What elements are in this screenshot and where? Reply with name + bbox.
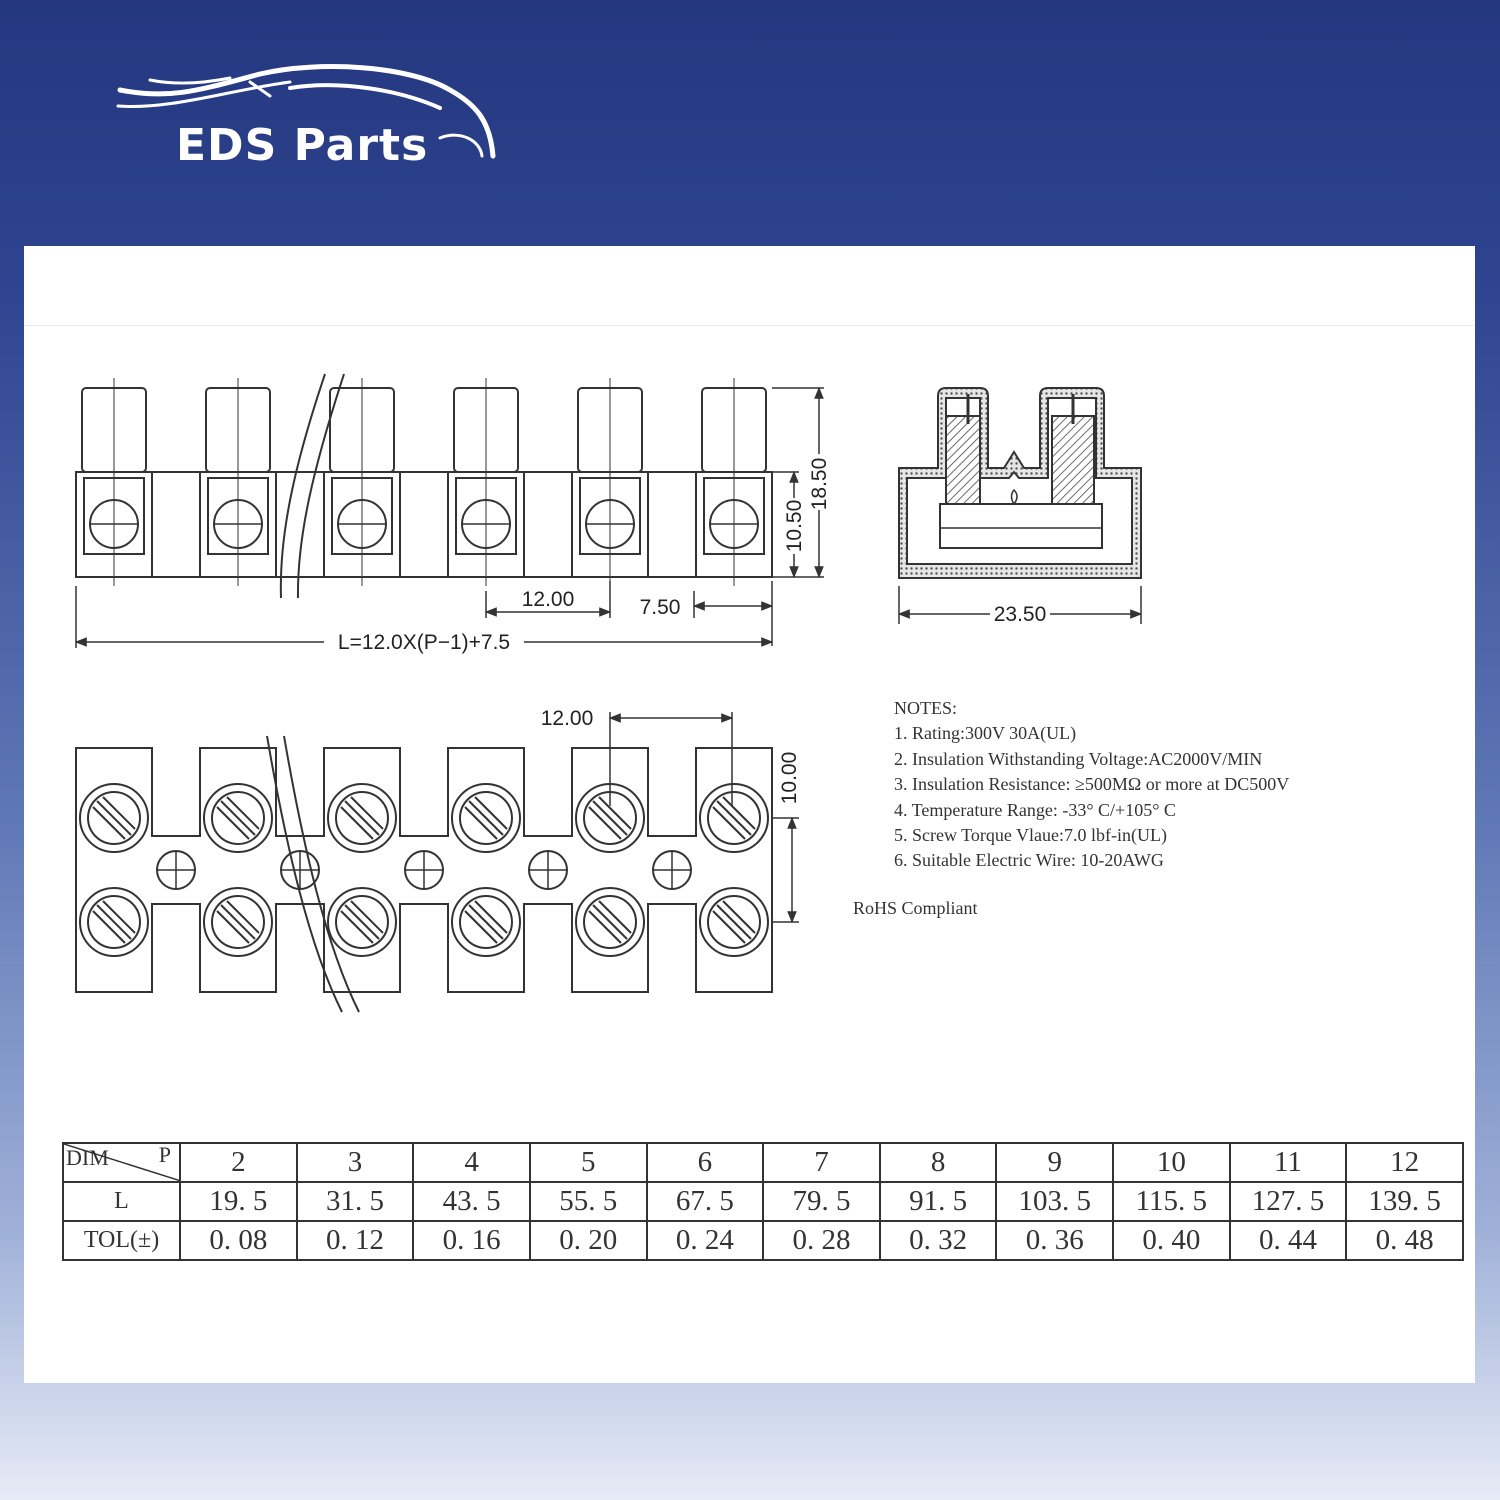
top-view <box>76 712 799 1012</box>
table-cell: 0. 08 <box>180 1221 297 1260</box>
top-screw <box>328 888 396 956</box>
hole-spacing-dimension <box>777 746 801 810</box>
top-screw <box>328 784 396 852</box>
screw-slot <box>717 905 751 939</box>
side-width-dimension <box>990 600 1050 626</box>
corner-dim-label: DIM <box>66 1145 109 1170</box>
table-cell: 0. 16 <box>413 1221 530 1260</box>
mounting-hole <box>157 851 195 889</box>
table-header-cell: 3 <box>297 1143 414 1182</box>
rohs-label: RoHS Compliant <box>853 898 978 918</box>
note-item: 1. Rating:300V 30A(UL) <box>894 723 1077 744</box>
screw-section-right <box>1052 416 1094 504</box>
screw-slot <box>345 905 379 939</box>
screw-slot <box>97 905 131 939</box>
screw-slot <box>221 801 255 835</box>
screw-slot <box>469 801 503 835</box>
side-section-view <box>899 388 1141 624</box>
inner-height-dimension <box>782 498 806 554</box>
top-screw <box>452 888 520 956</box>
table-cell: 79. 5 <box>763 1182 880 1221</box>
note-item: 4. Temperature Range: -33° C/+105° C <box>894 799 1176 820</box>
screw-slot <box>593 801 627 835</box>
brand-name: EDS Parts <box>176 120 429 171</box>
table-cell: 0. 24 <box>647 1221 764 1260</box>
top-screw <box>80 888 148 956</box>
front-terminal <box>448 378 524 586</box>
dimension-table <box>62 1142 1464 1261</box>
table-header-cell: 6 <box>647 1143 764 1182</box>
svg-text:18.50: 18.50 <box>808 457 831 511</box>
top-screw <box>204 784 272 852</box>
table-header-row <box>63 1143 1463 1182</box>
datasheet-panel <box>24 246 1475 1383</box>
length-formula-label <box>324 628 524 654</box>
table-header-cell: 2 <box>180 1143 297 1182</box>
top-screw <box>452 784 520 852</box>
screw-slot <box>593 905 627 939</box>
table-cell: 91. 5 <box>880 1182 997 1221</box>
notes-title: NOTES: <box>894 698 957 718</box>
screw-slot <box>345 801 379 835</box>
front-terminal <box>572 378 648 586</box>
table-cell: 0. 48 <box>1346 1221 1463 1260</box>
row-label-cell: TOL(±) <box>63 1221 180 1260</box>
table-header-cell: 9 <box>996 1143 1113 1182</box>
table-cell: 67. 5 <box>647 1182 764 1221</box>
front-terminal <box>200 378 276 586</box>
pitch-dimension-bottom: 12.00 <box>540 707 594 730</box>
top-screw <box>204 888 272 956</box>
eds-parts-logo <box>110 60 510 180</box>
table-cell: 43. 5 <box>413 1182 530 1221</box>
wire-break-line <box>281 374 325 598</box>
table-header-cell: 7 <box>763 1143 880 1182</box>
note-item: 3. Insulation Resistance: ≥500MΩ or more at DC500V <box>894 774 1290 795</box>
table-row <box>63 1221 1463 1260</box>
table-cell: 0. 12 <box>297 1221 414 1260</box>
screw-slot <box>221 905 255 939</box>
table-cell: 0. 20 <box>530 1221 647 1260</box>
table-header-cell: 11 <box>1230 1143 1347 1182</box>
notes-list <box>894 721 1464 873</box>
svg-text:L=12.0X(P−1)+7.5: L=12.0X(P−1)+7.5 <box>337 631 511 654</box>
svg-text:10.00: 10.00 <box>778 751 801 805</box>
table-cell: 0. 40 <box>1113 1221 1230 1260</box>
svg-text:10.50: 10.50 <box>783 499 806 553</box>
table-corner-cell <box>63 1143 180 1182</box>
total-height-dimension <box>807 454 831 510</box>
table-cell: 19. 5 <box>180 1182 297 1221</box>
screw-slot <box>469 905 503 939</box>
table-header-cell: 10 <box>1113 1143 1230 1182</box>
table-cell: 127. 5 <box>1230 1182 1347 1221</box>
mounting-hole <box>653 851 691 889</box>
mounting-hole <box>529 851 567 889</box>
note-item: 2. Insulation Withstanding Voltage:AC2000V/MIN <box>894 748 1263 769</box>
top-screw <box>576 888 644 956</box>
table-cell: 31. 5 <box>297 1182 414 1221</box>
table-header-cell: 8 <box>880 1143 997 1182</box>
table-header-cell: 12 <box>1346 1143 1463 1182</box>
table-cell: 0. 32 <box>880 1221 997 1260</box>
screw-slot <box>97 801 131 835</box>
screw-slot <box>717 801 751 835</box>
wire-break-line <box>267 736 342 1012</box>
front-terminal <box>76 378 152 586</box>
note-item: 6. Suitable Electric Wire: 10-20AWG <box>894 850 1164 871</box>
table-cell: 0. 36 <box>996 1221 1113 1260</box>
table-cell: 139. 5 <box>1346 1182 1463 1221</box>
front-view <box>76 374 824 648</box>
wire-break-line <box>298 374 344 598</box>
table-cell: 0. 44 <box>1230 1221 1347 1260</box>
table-header-cell: 5 <box>530 1143 647 1182</box>
mounting-hole <box>281 851 319 889</box>
table-cell: 115. 5 <box>1113 1182 1230 1221</box>
svg-text:23.50: 23.50 <box>993 603 1047 626</box>
end-offset-dimension: 7.50 <box>639 596 681 619</box>
top-screw <box>700 784 768 852</box>
front-terminal <box>696 378 772 586</box>
front-terminal <box>324 378 400 586</box>
top-screw <box>700 888 768 956</box>
screw-section-left <box>946 416 980 504</box>
table-header-cell: 4 <box>413 1143 530 1182</box>
note-item: 5. Screw Torque Vlaue:7.0 lbf-in(UL) <box>894 825 1168 846</box>
mounting-hole <box>405 851 443 889</box>
row-label-cell: L <box>63 1182 180 1221</box>
table-cell: 0. 28 <box>763 1221 880 1260</box>
top-screw <box>80 784 148 852</box>
pitch-dimension: 12.00 <box>521 588 575 611</box>
table-row <box>63 1182 1463 1221</box>
notes-block <box>894 696 1464 874</box>
corner-p-label: P <box>158 1143 171 1167</box>
table-cell: 103. 5 <box>996 1182 1113 1221</box>
table-cell: 55. 5 <box>530 1182 647 1221</box>
